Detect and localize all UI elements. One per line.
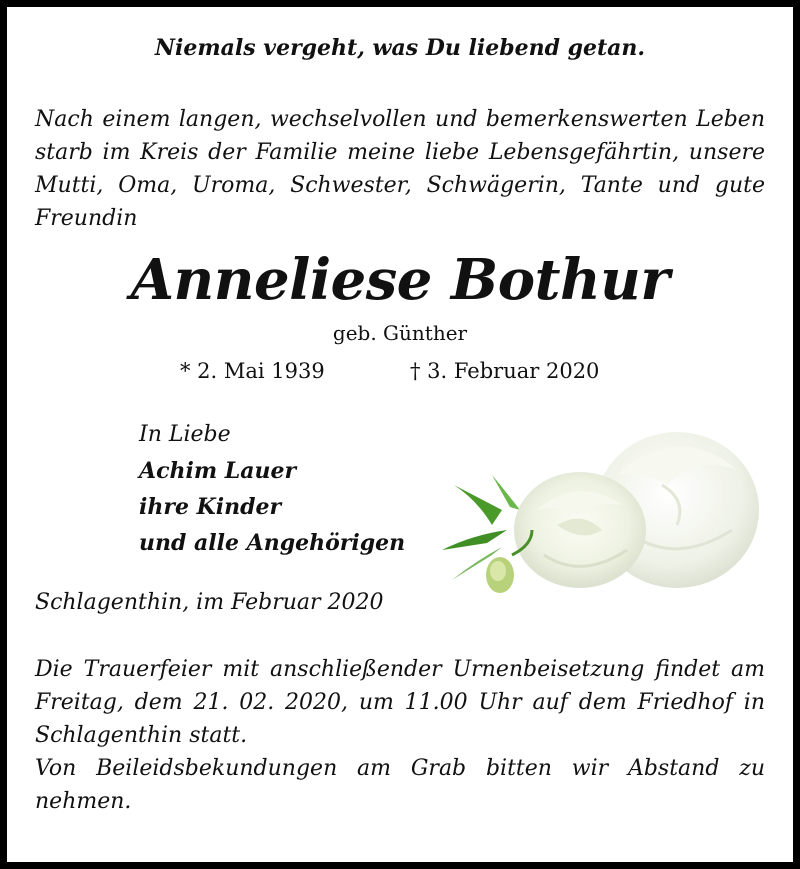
- maiden-name: geb. Günther: [332, 321, 468, 345]
- ceremony-paragraph: Die Trauerfeier mit anschließender Urnenbeisetzung findet am Freitag, dem 21. 02. 2020, um 11.00 Uhr auf dem Friedhof in Schlagenthin statt.: [35, 657, 765, 748]
- mourners-block: [139, 417, 405, 561]
- obituary-notice: [7, 7, 793, 862]
- ceremony-paragraph: Von Beileidsbekundungen am Grab bitten wir Abstand zu nehmen.: [35, 756, 765, 814]
- deceased-name: Anneliese Bothur: [130, 247, 670, 313]
- birth-date: * 2. Mai 1939: [180, 359, 325, 383]
- mourners-intro: In Liebe: [139, 422, 231, 447]
- motto: Niemals vergeht, was Du liebend getan.: [154, 35, 646, 61]
- mourner-line: und alle Angehörigen: [139, 530, 406, 556]
- intro-text: Nach einem langen, wechselvollen und bemerkenswerten Leben starb im Kreis der Familie meine liebe Lebensgefährtin, unsere Mutti, Oma, Uroma, Schwester, Schwägerin, Tante und gute Freundin: [35, 107, 765, 231]
- white-roses-image: [432, 415, 762, 595]
- mourner-line: Achim Lauer: [139, 458, 297, 484]
- ceremony-info: [35, 653, 765, 818]
- place-date: Schlagenthin, im Februar 2020: [35, 590, 384, 615]
- death-date: † 3. Februar 2020: [410, 359, 600, 383]
- mourner-line: ihre Kinder: [139, 494, 282, 520]
